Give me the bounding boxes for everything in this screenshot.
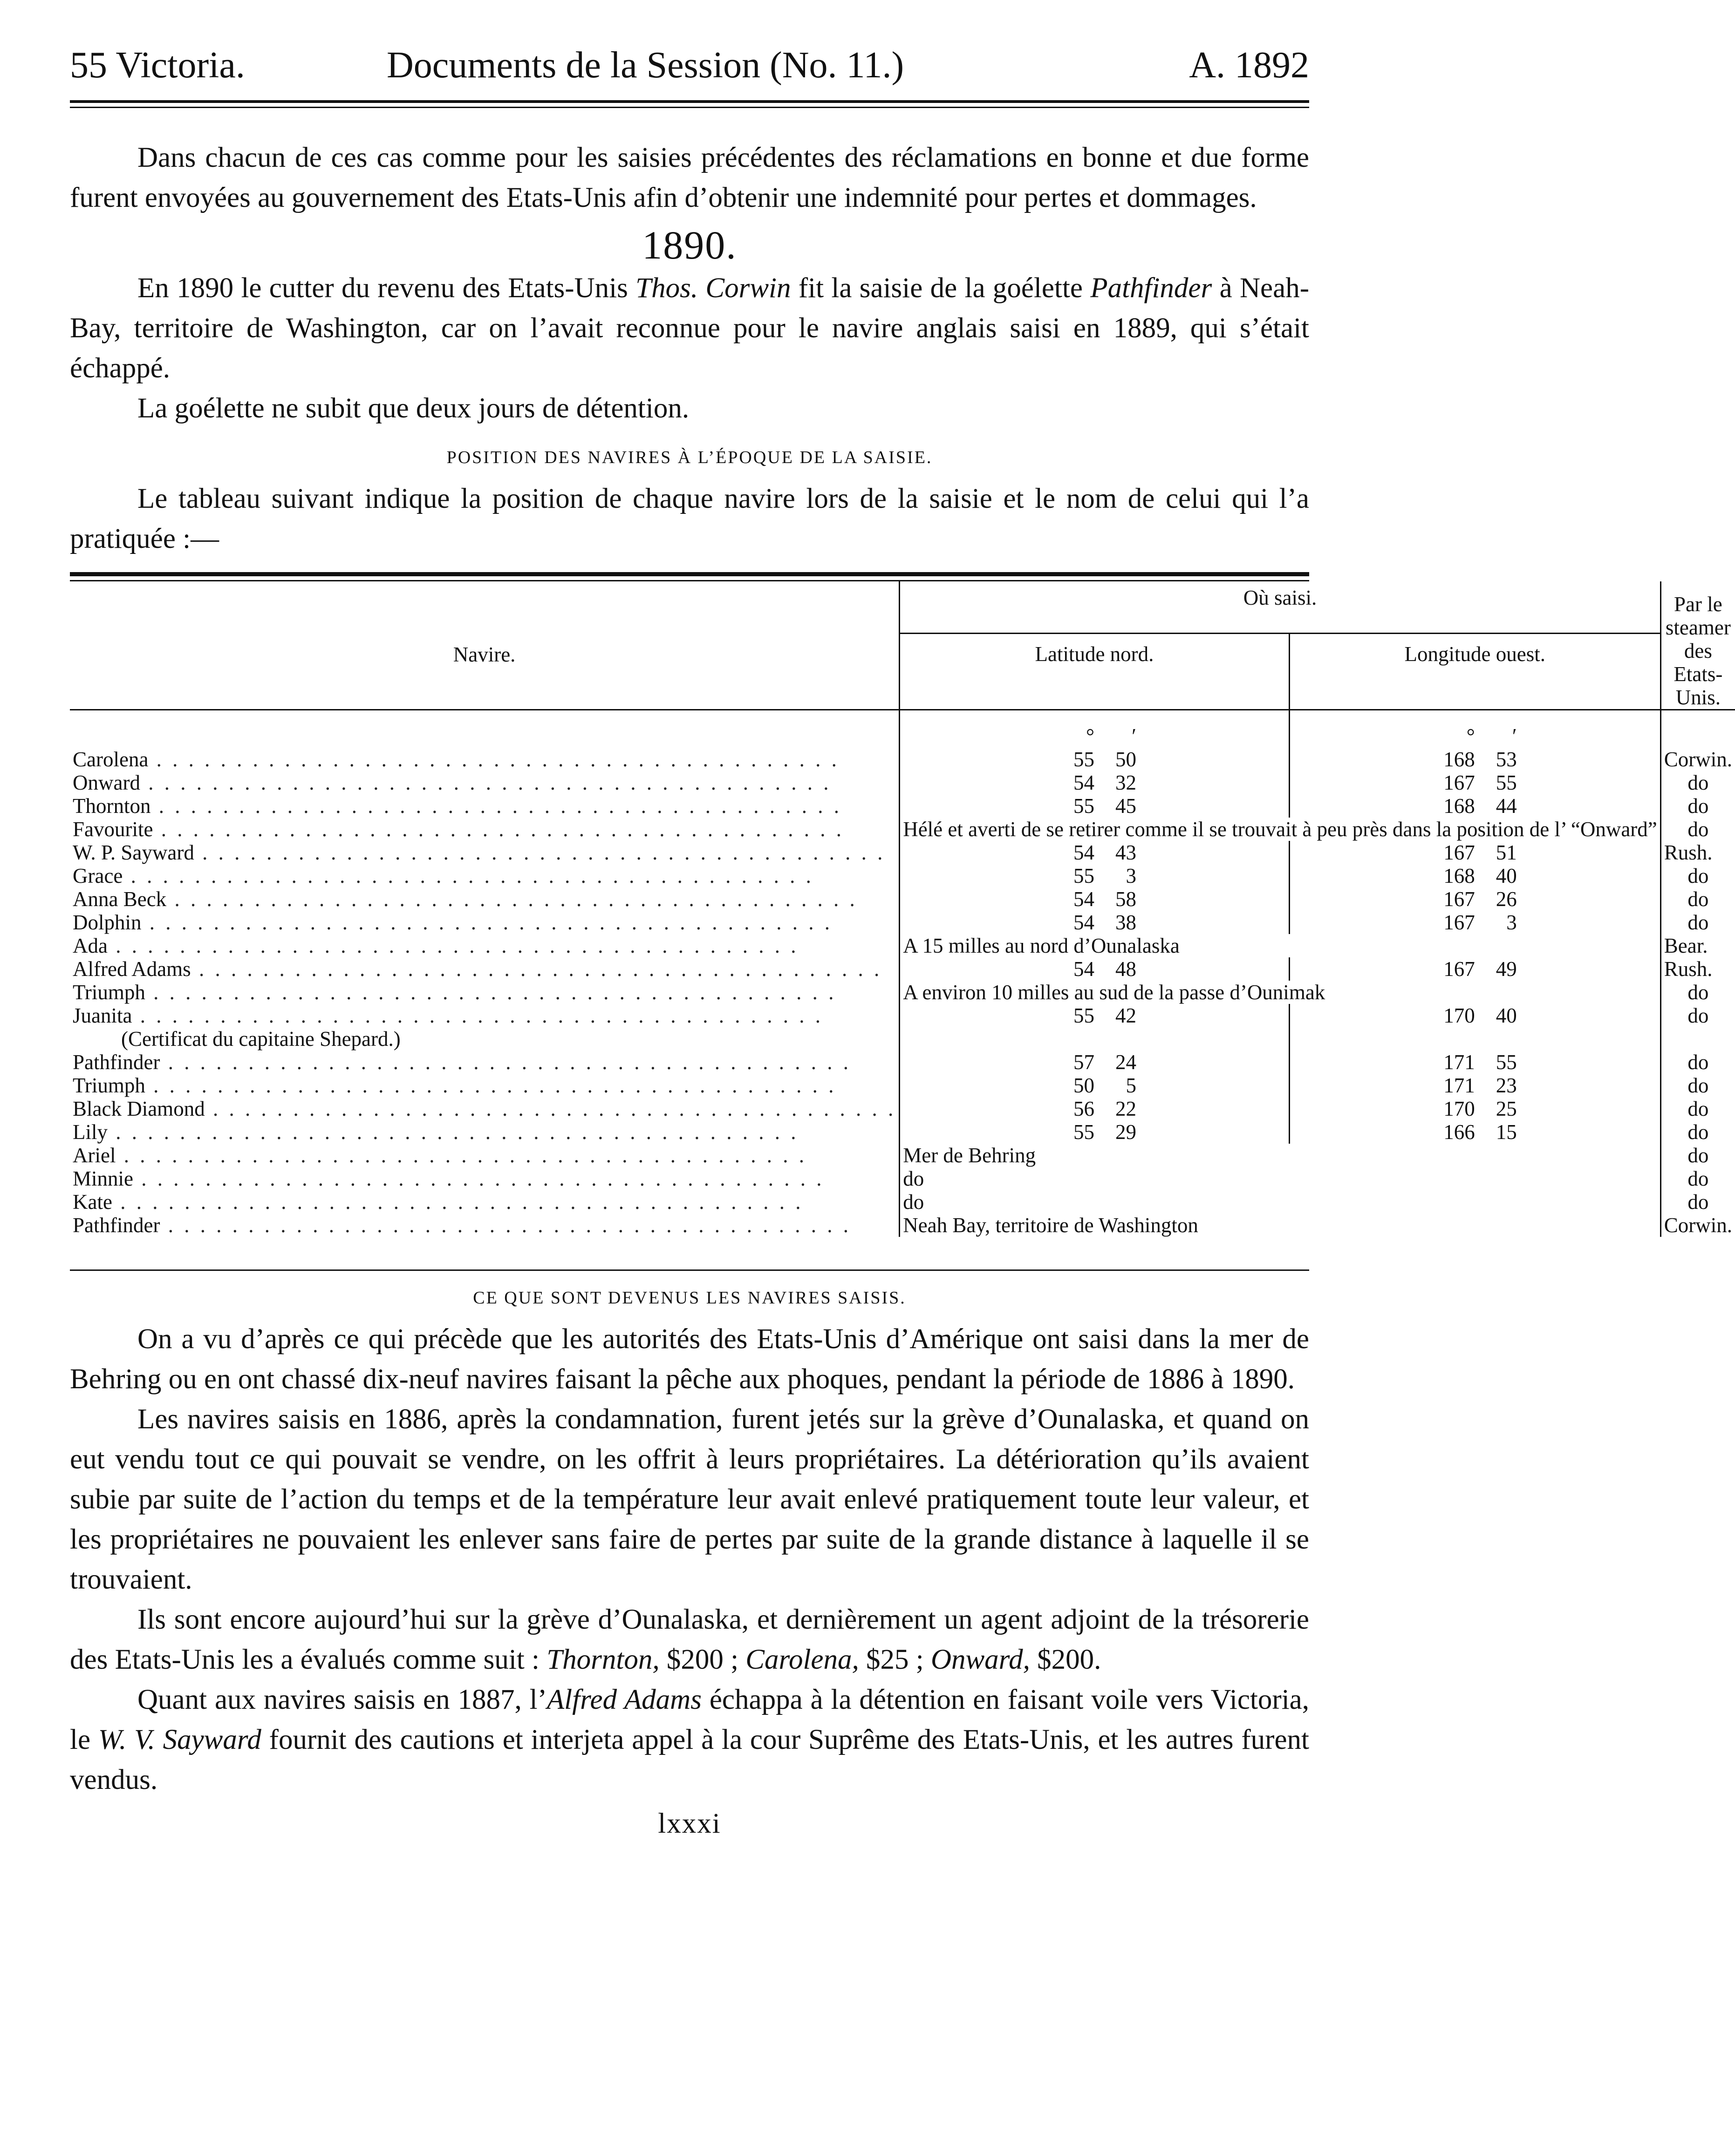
seized-by-cell: Rush. [1660,841,1735,864]
position-note: Hélé et averti de se retirer comme il se trouvait à peu près dans la position de l’ “Onward” [900,818,1661,841]
table-row: Lily . . . . . . . . . . . . . . . . . . . . . . . . . . . . . . . . . . . . . . . . . . . 55 29 166 15 do [70,1120,1735,1144]
seized-by-cell: Corwin. [1660,1214,1735,1237]
latitude-cell: 54 58 [900,887,1290,911]
longitude-cell: 168 53 [1289,748,1660,771]
ship-name: Ariel [73,1144,116,1167]
latitude-cell: 55 3 [900,864,1290,887]
table-row: Ada . . . . . . . . . . . . . . . . . . . . . . . . . . . . . . . . . . . . . . . . . . . A 15 milles au nord d’Ounalaska Bear. [70,934,1735,957]
ship-name-schooner: Pathfinder [1090,273,1212,304]
ship-name: Juanita [73,1004,132,1027]
table-row: Onward . . . . . . . . . . . . . . . . . . . . . . . . . . . . . . . . . . . . . . . . . . . 54 32 167 55 do [70,771,1735,794]
ship-name: Pathfinder [73,1214,160,1237]
seized-by-cell: do [1660,864,1735,887]
year-heading: 1890. [642,223,737,267]
longitude-cell: 167 49 [1289,957,1660,981]
table-bottom-rule [70,1269,1309,1271]
table-header-row [70,581,1735,634]
seized-by-cell: do [1660,1074,1735,1097]
header-left: 55 Victoria. [70,45,245,86]
ship-name: Carolena [73,748,149,771]
seized-by-cell: Corwin. [1660,748,1735,771]
table-row: Carolena . . . . . . . . . . . . . . . . . . . . . . . . . . . . . . . . . . . . . . . . . . . 55 50 168 53 Corwin. [70,748,1735,771]
ship-name: Pathfinder [73,1051,160,1074]
table-row: Minnie . . . . . . . . . . . . . . . . . . . . . . . . . . . . . . . . . . . . . . . . . . . do do [70,1167,1735,1190]
header-center: Documents de la Session (No. 11.) [387,45,904,86]
col-longitude: Longitude ouest. [1289,634,1660,710]
table-row [70,1027,1735,1051]
header-right: A. 1892 [1189,45,1309,86]
table-row: Kate . . . . . . . . . . . . . . . . . . . . . . . . . . . . . . . . . . . . . . . . . . . do do [70,1190,1735,1214]
longitude-cell: 168 44 [1289,794,1660,818]
seized-by-cell: do [1660,794,1735,818]
latitude-cell: 50 5 [900,1074,1290,1097]
seized-by-cell: do [1660,771,1735,794]
table-row: Dolphin . . . . . . . . . . . . . . . . . . . . . . . . . . . . . . . . . . . . . . . . . . . 54 38 167 3 do [70,911,1735,934]
running-header [70,44,1309,100]
table-row: Juanita . . . . . . . . . . . . . . . . . . . . . . . . . . . . . . . . . . . . . . . . . . . 55 42 170 40 do [70,1004,1735,1027]
ship-name: Dolphin [73,911,142,934]
fate-paragraph-4: Quant aux navires saisis en 1887, l’Alfred Adams échappa à la détention en faisant voile vers Victoria, le W. V. Sayward fournit des cautions et interjeta appel à la cour Suprême des Etats-Unis, et les autres furent vendus. [70,1684,1309,1795]
latitude-cell: 54 48 [900,957,1290,981]
position-note: A 15 milles au nord d’Ounalaska [900,934,1661,957]
ship-name: W. P. Sayward [73,841,194,864]
row-name-note: (Certificat du capitaine Shepard.) [121,1027,401,1051]
longitude-cell: 171 55 [1289,1051,1660,1074]
latitude-cell: 54 43 [900,841,1290,864]
col-latitude: Latitude nord. [900,634,1290,710]
detention-paragraph: La goélette ne subit que deux jours de détention. [137,393,690,424]
table-row: W. P. Sayward . . . . . . . . . . . . . . . . . . . . . . . . . . . . . . . . . . . . . . . . . . . 54 43 167 51 Rush. [70,841,1735,864]
seized-by-cell: do [1660,1097,1735,1120]
table-row: Ariel . . . . . . . . . . . . . . . . . . . . . . . . . . . . . . . . . . . . . . . . . . . Mer de Behring do [70,1144,1735,1167]
ship-name: Lily [73,1120,108,1144]
seized-by-cell: do [1660,1144,1735,1167]
seized-by-cell: do [1660,1120,1735,1144]
ship-name: Grace [73,864,123,887]
latitude-cell: 55 29 [900,1120,1290,1144]
ship-name: Minnie [73,1167,133,1190]
longitude-cell: 171 23 [1289,1074,1660,1097]
position-note: Neah Bay, territoire de Washington [900,1214,1661,1237]
seized-by-cell: do [1660,1004,1735,1027]
latitude-cell: 55 45 [900,794,1290,818]
ship-name: Anna Beck [73,887,167,911]
ship-name: Favourite [73,818,153,841]
longitude-cell: 167 3 [1289,911,1660,934]
header-rule [70,100,1309,108]
position-note: Mer de Behring [900,1144,1661,1167]
table-row: Grace . . . . . . . . . . . . . . . . . . . . . . . . . . . . . . . . . . . . . . . . . . . 55 3 168 40 do [70,864,1735,887]
seized-by-cell: Rush. [1660,957,1735,981]
longitude-cell: 170 25 [1289,1097,1660,1120]
table-intro: Le tableau suivant indique la position de chaque navire lors de la saisie et le nom de celui qui l’a pratiquée :— [70,483,1309,554]
ship-name: Triumph [73,1074,145,1097]
paragraph-1890: En 1890 le cutter du revenu des Etats-Unis Thos. Corwin fit la saisie de la goélette Pathfinder à Neah-Bay, territoire de Washington, car on l’avait reconnue pour le navire anglais saisi en 1889, qui s’était échappé. [70,273,1310,384]
fate-paragraph-2: Les navires saisis en 1886, après la condamnation, furent jetés sur la grève d’Ounalaska, et quand on eut vendu tout ce qui pouvait se vendre, on les offrit à leurs propriétaires. La détérioration qu’ils avaient subie par suite de l’action du temps et de la température leur avait enlevé pratiquement toute leur valeur, et les propriétaires ne pouvaient les enlever sans faire de pertes par suite de la grande distance à laquelle il se trouvaient. [70,1404,1309,1595]
position-note: A environ 10 milles au sud de la passe d’Ounimak [900,981,1661,1004]
seized-by-cell: do [1660,911,1735,934]
seized-by-cell: Bear. [1660,934,1735,957]
table-row: Triumph . . . . . . . . . . . . . . . . . . . . . . . . . . . . . . . . . . . . . . . . . . . 50 5 171 23 do [70,1074,1735,1097]
ship-name: Thornton [73,794,151,818]
longitude-cell: 170 40 [1289,1004,1660,1027]
latitude-cell: 55 42 [900,1004,1290,1027]
table-row: Black Diamond . . . . . . . . . . . . . . . . . . . . . . . . . . . . . . . . . . . . . . . . . . . 56 22 170 25 do [70,1097,1735,1120]
longitude-cell: 167 51 [1289,841,1660,864]
page-number: lxxxi [658,1808,721,1839]
table-row: Pathfinder . . . . . . . . . . . . . . . . . . . . . . . . . . . . . . . . . . . . . . . . . . . 57 24 171 55 do [70,1051,1735,1074]
longitude-cell: 167 55 [1289,771,1660,794]
latitude-cell: 57 24 [900,1051,1290,1074]
table-row: Pathfinder . . . . . . . . . . . . . . . . . . . . . . . . . . . . . . . . . . . . . . . . . . . Neah Bay, territoire de Washington Corwin. [70,1214,1735,1237]
ship-name: Triumph [73,981,145,1004]
table-row: Anna Beck . . . . . . . . . . . . . . . . . . . . . . . . . . . . . . . . . . . . . . . . . . . 54 58 167 26 do [70,887,1735,911]
seized-by-cell: do [1660,887,1735,911]
seized-by-cell: do [1660,1190,1735,1214]
intro-paragraph: Dans chacun de ces cas comme pour les saisies précédentes des réclamations en bonne et due forme furent envoyées au gouvernement des Etats-Unis afin d’obtenir une indemnité pour pertes et dommages. [70,142,1309,213]
table-row: Thornton . . . . . . . . . . . . . . . . . . . . . . . . . . . . . . . . . . . . . . . . . . . 55 45 168 44 do [70,794,1735,818]
latitude-cell: 54 32 [900,771,1290,794]
table-row: Triumph . . . . . . . . . . . . . . . . . . . . . . . . . . . . . . . . . . . . . . . . . . . A environ 10 milles au sud de la passe d’Ounimak do [70,981,1735,1004]
seized-by-cell: do [1660,1051,1735,1074]
ship-name: Onward [73,771,140,794]
position-heading: POSITION DES NAVIRES À L’ÉPOQUE DE LA SAISIE. [446,448,933,467]
latitude-cell: 55 50 [900,748,1290,771]
col-ou-saisi: Où saisi. [900,581,1661,634]
page [70,44,1733,1840]
col-par-le: Par le steamer des Etats-Unis. [1660,581,1735,710]
latitude-cell: 56 22 [900,1097,1290,1120]
ship-name: Kate [73,1190,112,1214]
col-navire: Navire. [453,643,516,666]
ship-name-cutter: Thos. Corwin [635,273,791,304]
latitude-cell: 54 38 [900,911,1290,934]
table-row: Favourite . . . . . . . . . . . . . . . . . . . . . . . . . . . . . . . . . . . . . . . . . . . Hélé et averti de se retirer comme il se trouvait à peu près dans la position de l’ “Onward” do [70,818,1735,841]
longitude-cell: 168 40 [1289,864,1660,887]
seized-by-cell [1660,1027,1735,1051]
ship-name: Ada [73,934,108,957]
ship-name: Alfred Adams [73,957,191,981]
fate-paragraph-1: On a vu d’après ce qui précède que les autorités des Etats-Unis d’Amérique ont saisi dans la mer de Behring ou en ont chassé dix-neuf navires faisant la pêche aux phoques, pendant la période de 1886 à 1890. [70,1324,1309,1395]
ship-name: Black Diamond [73,1097,205,1120]
position-note: do [900,1190,1661,1214]
table-row: Alfred Adams . . . . . . . . . . . . . . . . . . . . . . . . . . . . . . . . . . . . . . . . . . . 54 48 167 49 Rush. [70,957,1735,981]
seizure-table [70,572,1733,1271]
degree-row: ° ′ ° ′ [70,710,1735,748]
seized-by-cell: do [1660,981,1735,1004]
table-top-rule [70,572,1309,576]
fate-paragraph-3: Ils sont encore aujourd’hui sur la grève d’Ounalaska, et dernièrement un agent adjoint de la trésorerie des Etats-Unis les a évalués comme suit : Thornton, $200 ; Carolena, $25 ; Onward, $200. [70,1604,1309,1675]
longitude-cell: 167 26 [1289,887,1660,911]
longitude-cell: 166 15 [1289,1120,1660,1144]
position-note: do [900,1167,1661,1190]
seized-by-cell: do [1660,818,1735,841]
fate-heading: CE QUE SONT DEVENUS LES NAVIRES SAISIS. [473,1288,906,1308]
seized-by-cell: do [1660,1167,1735,1190]
